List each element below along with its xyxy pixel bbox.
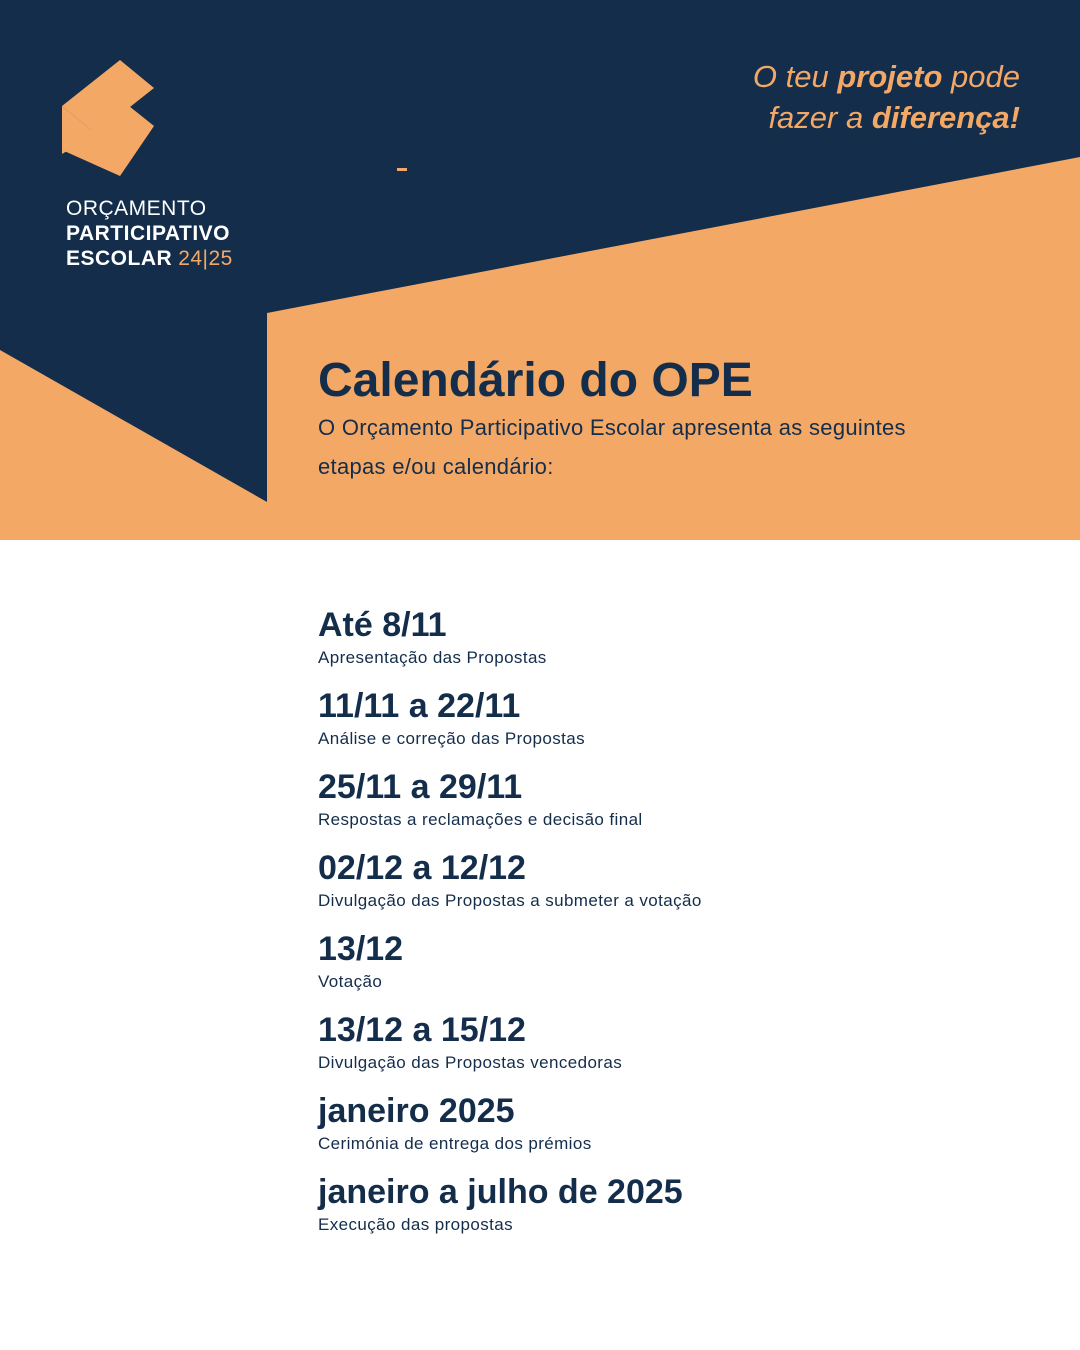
logo-line-participativo: PARTICIPATIVO	[66, 222, 230, 245]
event-description: Votação	[318, 972, 383, 991]
tagline	[680, 56, 1020, 138]
event-date: 13/12 a 15/12	[318, 1011, 526, 1049]
logo-line-escolar	[66, 246, 262, 271]
event-description: Execução das propostas	[318, 1215, 513, 1234]
event-date: 11/11 a 22/11	[318, 687, 521, 725]
logo-chevron-icon	[62, 58, 154, 178]
calendar-event-list	[318, 604, 1038, 1252]
logo-wordmark	[66, 196, 262, 271]
calendar-event	[318, 685, 1038, 766]
calendar-event	[318, 604, 1038, 685]
calendar-event	[318, 766, 1038, 847]
tagline-part1: O teu	[752, 59, 838, 94]
decorative-dash	[397, 168, 407, 171]
event-date: 02/12 a 12/12	[318, 849, 526, 887]
calendar-event	[318, 1009, 1038, 1090]
calendar-event	[318, 1171, 1038, 1252]
event-description: Apresentação das Propostas	[318, 648, 547, 667]
tagline-part2: pode fazer a	[768, 59, 1020, 135]
event-date: Até 8/11	[318, 606, 447, 644]
event-description: Cerimónia de entrega dos prémios	[318, 1134, 592, 1153]
calendar-event	[318, 847, 1038, 928]
event-date: janeiro 2025	[318, 1092, 515, 1130]
tagline-bold-projeto: projeto	[837, 59, 943, 94]
calendar-event	[318, 1090, 1038, 1171]
event-description: Divulgação das Propostas vencedoras	[318, 1053, 623, 1072]
calendar-title: Calendário do OPE	[318, 354, 753, 407]
calendar-event	[318, 928, 1038, 1009]
tagline-bold-diferenca: diferença!	[871, 100, 1020, 135]
event-date: 13/12	[318, 930, 404, 968]
logo-line-orcamento: ORÇAMENTO	[66, 197, 207, 220]
logo-escolar-text: ESCOLAR	[66, 247, 173, 270]
event-description: Análise e correção das Propostas	[318, 729, 585, 748]
event-description: Respostas a reclamações e decisão final	[318, 810, 643, 829]
event-date: 25/11 a 29/11	[318, 768, 523, 806]
ope-logo	[62, 58, 262, 271]
calendar-intro: O Orçamento Participativo Escolar apresenta as seguintes etapas e/ou calendário:	[318, 415, 906, 479]
event-date: janeiro a julho de 2025	[318, 1173, 683, 1211]
event-description: Divulgação das Propostas a submeter a votação	[318, 891, 702, 910]
logo-year: 24|25	[178, 247, 233, 270]
